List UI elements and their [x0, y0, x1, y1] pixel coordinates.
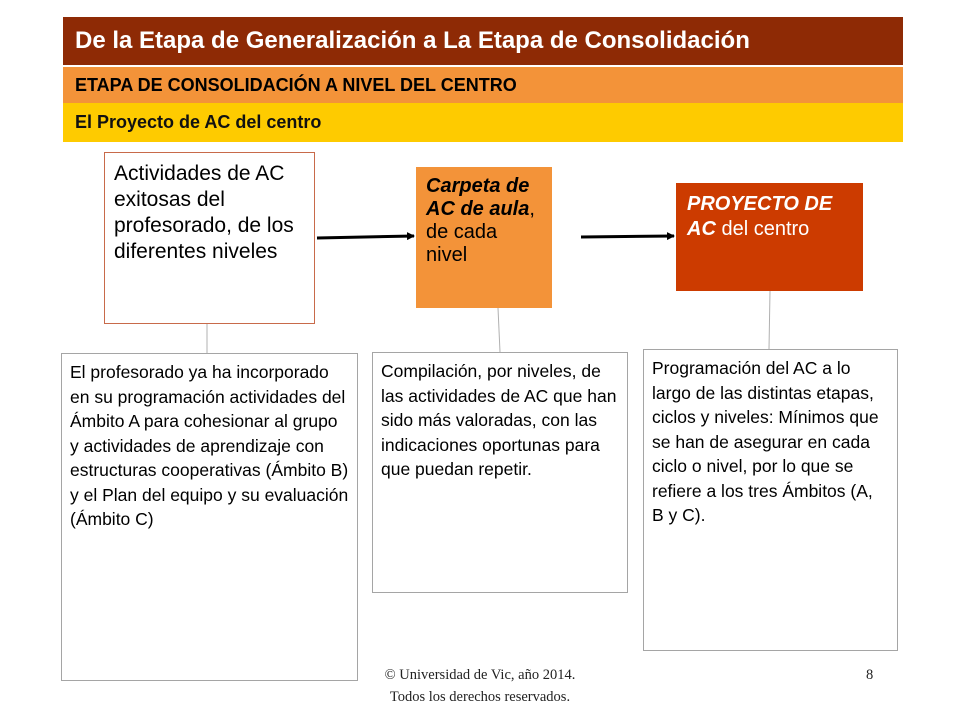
- flow-step-school-project: [676, 183, 863, 291]
- copyright-line-1: © Universidad de Vic, año 2014.: [384, 667, 576, 683]
- flow-step-school-project-emphasis: PROYECTO DE AC: [687, 193, 833, 240]
- copyright-line-2: Todos los derechos reservados.: [389, 689, 571, 705]
- arrow-step2-to-step3: [581, 236, 674, 237]
- leader-line-2: [498, 308, 500, 352]
- note-compilation: Compilación, por niveles, de las actividades de AC que han sido más valoradas, con las indicaciones oportunas para que puedan repetir.: [372, 352, 628, 593]
- note-programming: Programación del AC a lo largo de las distintas etapas, ciclos y niveles: Mínimos que se han de asegurar en cada ciclo o nivel, por lo que se refiere a los tres Ámbitos (A, B y C).: [643, 349, 898, 651]
- flow-step-classroom-folder-rest: , de cada nivel: [426, 198, 535, 266]
- page-number: 8: [866, 667, 874, 683]
- flow-step-classroom-folder: [416, 167, 552, 308]
- section-title: El Proyecto de AC del centro: [63, 103, 903, 142]
- arrow-step1-to-step2: [317, 236, 414, 238]
- leader-line-3: [769, 291, 770, 349]
- flow-step-school-project-rest: del centro: [715, 218, 810, 240]
- flow-step-activities: Actividades de AC exitosas del profesorado, de los diferentes niveles: [104, 152, 315, 324]
- slide-subtitle: ETAPA DE CONSOLIDACIÓN A NIVEL DEL CENTRO: [63, 67, 903, 103]
- copyright-footer: [340, 664, 620, 708]
- flow-step-classroom-folder-emphasis: Carpeta de AC de aula: [426, 175, 530, 220]
- slide-title: De la Etapa de Generalización a La Etapa de Consolidación: [63, 17, 903, 65]
- note-teachers: El profesorado ya ha incorporado en su programación actividades del Ámbito A para cohesionar al grupo y actividades de aprendizaje con estructuras cooperativas (Ámbito B) y el Plan del equipo y su evaluación (Ámbito C): [61, 353, 358, 681]
